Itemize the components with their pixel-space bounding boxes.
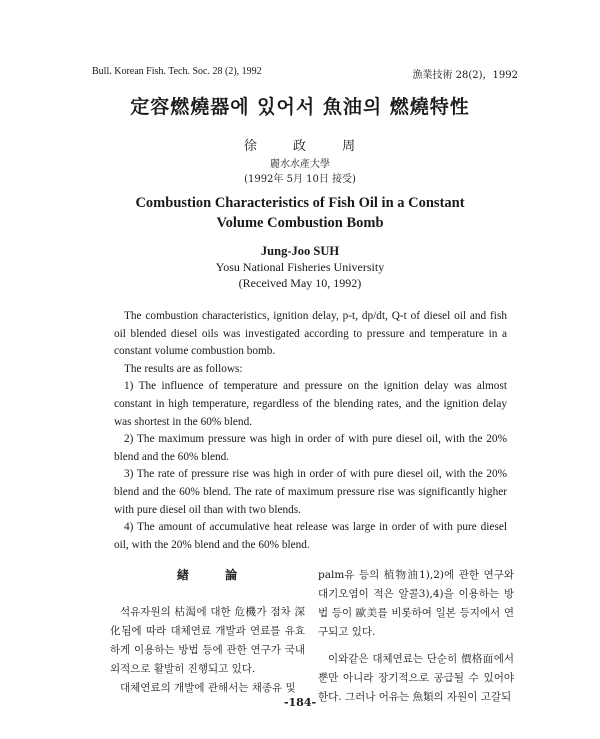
korean-title: 定容燃燒器에 있어서 魚油의 燃燒特性 [130, 96, 470, 118]
english-author: Jung-Joo SUH [260, 244, 340, 258]
abstract-result-item: 1) The influence of temperature and pressure on the ignition delay was almost constant in high temperature, regardless of the blending rates, and the ignition delay was shortest in the 60% blend. [114, 380, 507, 428]
body-paragraph: 석유자원의 枯渴에 대한 危機가 점차 深化됨에 따라 대체연료 개발과 연료를 유효하게 이용하는 방법 등에 관한 연구가 국내외적으로 활발히 진행되고 있다. [110, 606, 305, 675]
abstract-result-item: 2) The maximum pressure was high in order of with pure diesel oil, with the 20% blend and the 60% blend. [114, 433, 507, 463]
english-title-line-2: Volume Combustion Bomb [216, 215, 384, 231]
abstract [114, 308, 507, 554]
journal-citation-kr: 漁業技術 28(2)，1992 [412, 70, 518, 81]
journal-citation-en: Bull. Korean Fish. Tech. Soc. 28 (2), 1992 [92, 66, 262, 77]
english-affiliation-block [0, 260, 600, 291]
abstract-paragraph: The combustion characteristics, ignition delay, p-t, dp/dt, Q-t of diesel oil and fish oil blended diesel oils was investigated according to pressure and temperature in a constant volume combustion bomb. [114, 310, 507, 358]
page-number: -184- [283, 696, 317, 709]
english-received-date: (Received May 10, 1992) [238, 275, 362, 290]
abstract-result-item: 4) The amount of accumulative heat release was large in order of with pure diesel oil, with the 20% blend and the 60% blend. [114, 521, 507, 551]
english-title [0, 193, 600, 233]
korean-author: 徐 政 周 [243, 139, 357, 154]
korean-received-date: (1992年 5月 10日 接受) [244, 174, 356, 185]
abstract-paragraph: The results are as follows: [124, 362, 243, 375]
body-paragraph: palm유 등의 植物油1),2)에 관한 연구와 대기오염이 적은 알콜3),4)을 이용하는 방법 등이 歐美를 비롯하여 일본 등지에서 연구되고 있다. [318, 569, 514, 638]
body-column-left [110, 566, 305, 698]
english-title-line-1: Combustion Characteristics of Fish Oil in a Constant [135, 195, 465, 211]
abstract-result-item: 3) The rate of pressure rise was high in order of with pure diesel oil, with the 20% blend and the 60% blend. The rate of maximum pressure rise was significantly higher with pure diesel oil than with two blends. [114, 468, 507, 516]
body-paragraph: 이와같은 대체연료는 단순히 價格面에서 뿐만 아니라 장기적으로 공급될 수 있어야 한다. 그러나 어유는 魚類의 자원이 고갈되 [318, 653, 514, 703]
body-column-right [318, 566, 514, 707]
english-affiliation: Yosu National Fisheries University [215, 260, 385, 274]
section-heading-introduction: 緖 論 [176, 568, 239, 582]
body-paragraph: 대체연료의 개발에 관해서는 채종유 및 [120, 682, 296, 694]
korean-affiliation: 麗水水產大學 [270, 159, 330, 170]
